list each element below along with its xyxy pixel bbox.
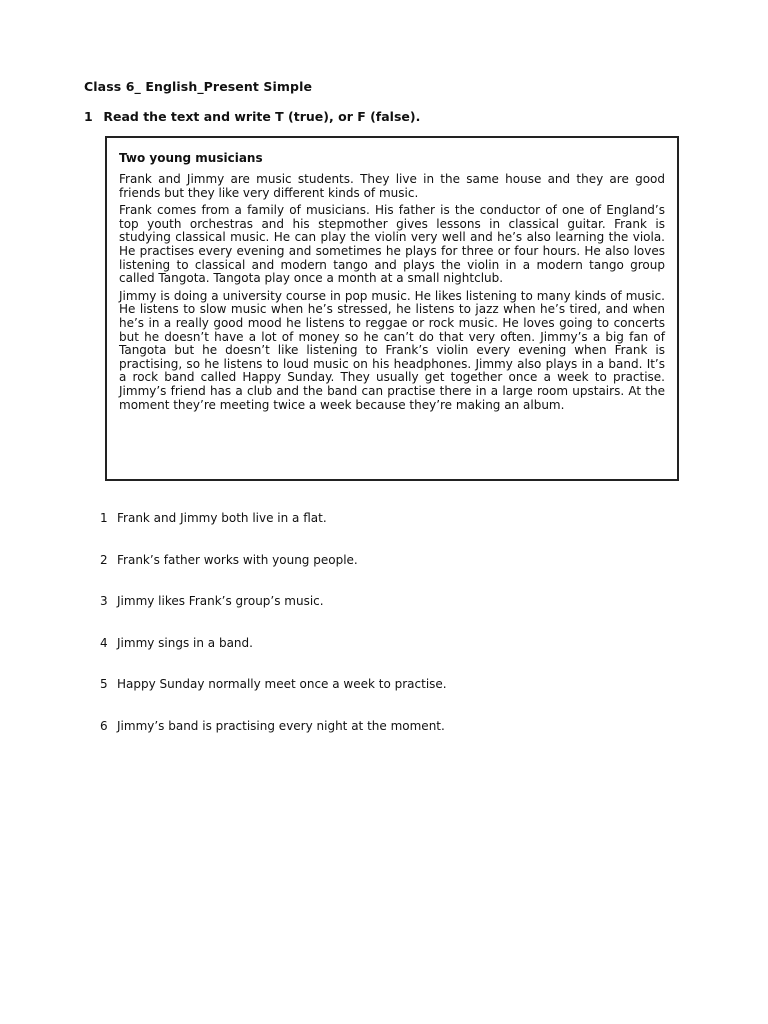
reading-paragraph: Jimmy is doing a university course in pop music. He likes listening to many kinds of music. He listens to slow music when he’s stressed, he listens to jazz when he’s tired, and when he’s in a really good mood he listens to reggae or rock music. He loves going to concerts but he doesn’t have a lot of money so he can’t do that very often. Jimmy’s a big fan of Tangota but he doesn’t like listening to Frank’s violin every evening when Frank is practising, so he listens to loud music on his headphones. Jimmy also plays in a band. It’s a rock band called Happy Sunday. They usually get together once a week to practise. Jimmy’s friend has a club and the band can practise there in a large room upstairs. At the moment they’re meeting twice a week because they’re making an album. [119,288,665,412]
question-text: Happy Sunday normally meet once a week to practise. [117,677,447,691]
question-item [100,719,447,761]
question-item [100,553,447,595]
exercise-instruction-text: Read the text and write T (true), or F (false). [103,109,421,124]
reading-title: Two young musicians [119,151,263,165]
question-number: 5 [100,677,108,691]
page-title: Class 6_ English_Present Simple [84,79,313,94]
reading-paragraph: Frank comes from a family of musicians. His father is the conductor of one of England’s top youth orchestras and his stepmother gives lessons in classical guitar. Frank is studying classical music. He can play the violin very well and he’s also learning the viola. He practises every evening and sometimes he plays for three or four hours. He also loves listening to classical and modern tango and plays the violin in a modern tango group called Tangota. Tangota play once a month at a small nightclub. [119,203,665,286]
question-item [100,511,447,553]
question-text: Frank and Jimmy both live in a flat. [117,511,327,525]
question-number: 1 [100,511,108,525]
question-item [100,594,447,636]
reading-paragraph: Frank and Jimmy are music students. They live in the same house and they are good friends but they like very different kinds of music. [119,172,665,200]
exercise-instruction [84,109,420,124]
question-item [100,636,447,678]
reading-text-box [105,136,679,481]
question-text: Jimmy’s band is practising every night at the moment. [117,718,445,733]
question-number: 2 [100,552,108,567]
question-item [100,677,447,719]
question-text: Jimmy likes Frank’s group’s music. [117,594,324,608]
question-text: Frank’s father works with young people. [117,552,358,567]
exercise-number: 1 [84,109,93,124]
question-number: 3 [100,594,108,608]
question-number: 4 [100,635,108,650]
question-number: 6 [100,718,108,733]
question-list [100,511,447,760]
question-text: Jimmy sings in a band. [117,635,253,650]
